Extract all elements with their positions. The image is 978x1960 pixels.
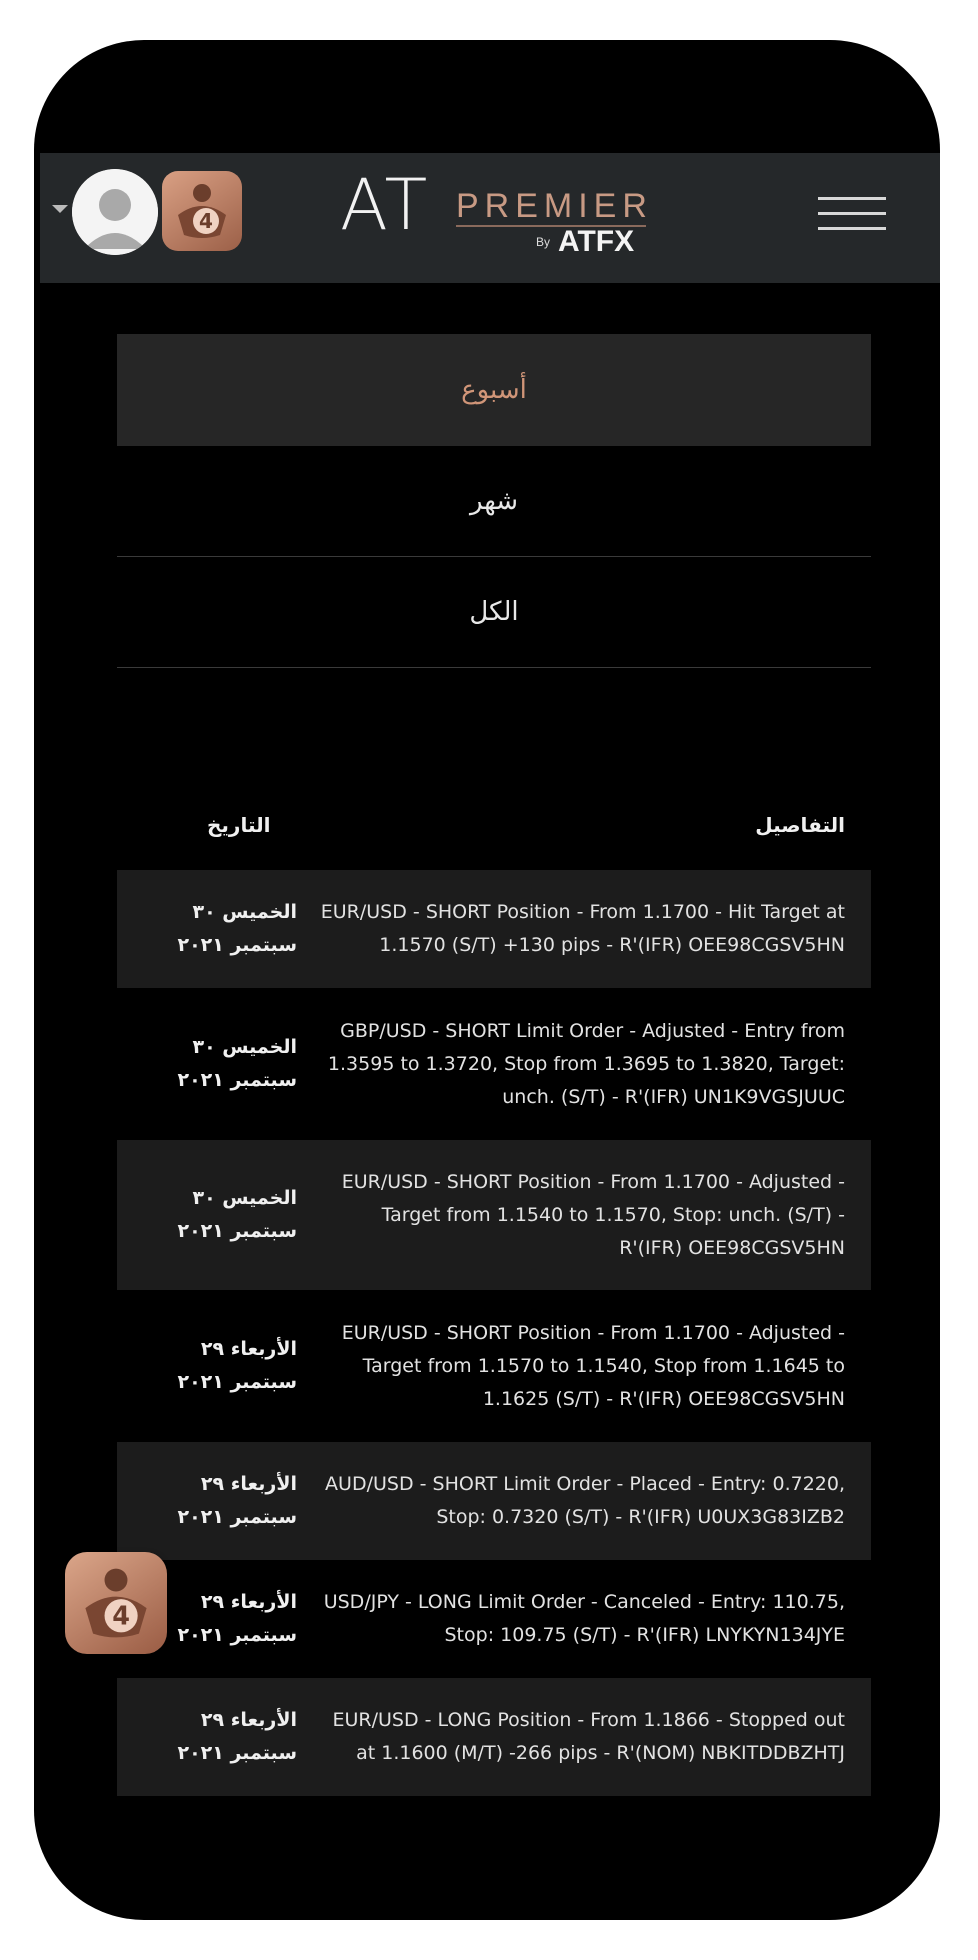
metatrader-icon[interactable]	[162, 171, 242, 251]
row-details: EUR/USD - LONG Position - From 1.1866 - Stopped out at 1.1600 (M/T) -266 pips - R'(NOM) NBKITDDBZHTJ	[332, 1709, 845, 1764]
row-date: الخميس ٣٠ سبتمبر ٢٠٢١	[177, 1036, 297, 1091]
signals-table	[117, 780, 871, 1796]
logo-atfx-text: ATFX	[558, 225, 635, 258]
filter-all[interactable]: الكل	[117, 557, 871, 668]
row-details: GBP/USD - SHORT Limit Order - Adjusted - Entry from 1.3595 to 1.3720, Stop from 1.3695 to 1.3820, Target: unch. (S/T) - R'(IFR) UN1K9VGSJUUC	[327, 1019, 845, 1108]
table-row[interactable]	[117, 1140, 871, 1290]
phone-frame	[34, 40, 940, 1920]
svg-text:4: 4	[112, 1601, 130, 1632]
user-silhouette-icon	[72, 169, 158, 255]
row-date: الأربعاء ٢٩ سبتمبر ٢٠٢١	[177, 1473, 297, 1528]
period-filter-list	[117, 334, 871, 668]
filter-week[interactable]: أسبوع	[117, 334, 871, 446]
logo-by-text: By	[536, 235, 551, 249]
table-row[interactable]	[117, 1442, 871, 1560]
row-details: AUD/USD - SHORT Limit Order - Placed - Entry: 0.7220, Stop: 0.7320 (S/T) - R'(IFR) U0UX3G83IZB2	[325, 1473, 845, 1528]
dropdown-caret-icon[interactable]	[52, 205, 68, 213]
avatar[interactable]	[72, 169, 158, 255]
row-details: EUR/USD - SHORT Position - From 1.1700 - Hit Target at 1.1570 (S/T) +130 pips - R'(IFR) OEE98CGSV5HN	[320, 901, 845, 956]
table-row[interactable]	[117, 870, 871, 988]
table-row[interactable]	[117, 1290, 871, 1442]
metatrader-logo-icon	[65, 1552, 167, 1654]
floating-metatrader-button[interactable]	[65, 1552, 167, 1654]
app-header	[40, 153, 940, 283]
table-row[interactable]	[117, 1560, 871, 1678]
row-date: الأربعاء ٢٩ سبتمبر ٢٠٢١	[177, 1591, 297, 1646]
table-header	[117, 780, 871, 870]
column-header-details: التفاصيل	[755, 813, 845, 837]
row-date: الخميس ٣٠ سبتمبر ٢٠٢١	[177, 901, 297, 956]
column-header-date: التاريخ	[207, 813, 271, 837]
table-row[interactable]	[117, 1678, 871, 1796]
row-details: USD/JPY - LONG Limit Order - Canceled - Entry: 110.75, Stop: 109.75 (S/T) - R'(IFR) LNYKYN134JYE	[323, 1591, 845, 1646]
logo-premier-text: PREMIER	[456, 187, 653, 225]
at-premier-logo[interactable]	[340, 165, 660, 265]
metatrader-logo-icon	[162, 171, 242, 251]
svg-text:4: 4	[199, 209, 213, 233]
row-date: الأربعاء ٢٩ سبتمبر ٢٠٢١	[177, 1709, 297, 1764]
row-date: الأربعاء ٢٩ سبتمبر ٢٠٢١	[177, 1338, 297, 1393]
row-date: الخميس ٣٠ سبتمبر ٢٠٢١	[177, 1187, 297, 1242]
hamburger-menu-icon[interactable]	[818, 197, 886, 233]
logo-at-text: AT	[340, 164, 430, 246]
row-details: EUR/USD - SHORT Position - From 1.1700 - Adjusted - Target from 1.1570 to 1.1540, Stop from 1.1645 to 1.1625 (S/T) - R'(IFR) OEE98CGSV5HN	[341, 1321, 845, 1410]
row-details: EUR/USD - SHORT Position - From 1.1700 - Adjusted - Target from 1.1540 to 1.1570, Stop: unch. (S/T) - R'(IFR) OEE98CGSV5HN	[341, 1170, 845, 1259]
filter-month[interactable]: شهر	[117, 446, 871, 557]
table-row[interactable]	[117, 988, 871, 1140]
